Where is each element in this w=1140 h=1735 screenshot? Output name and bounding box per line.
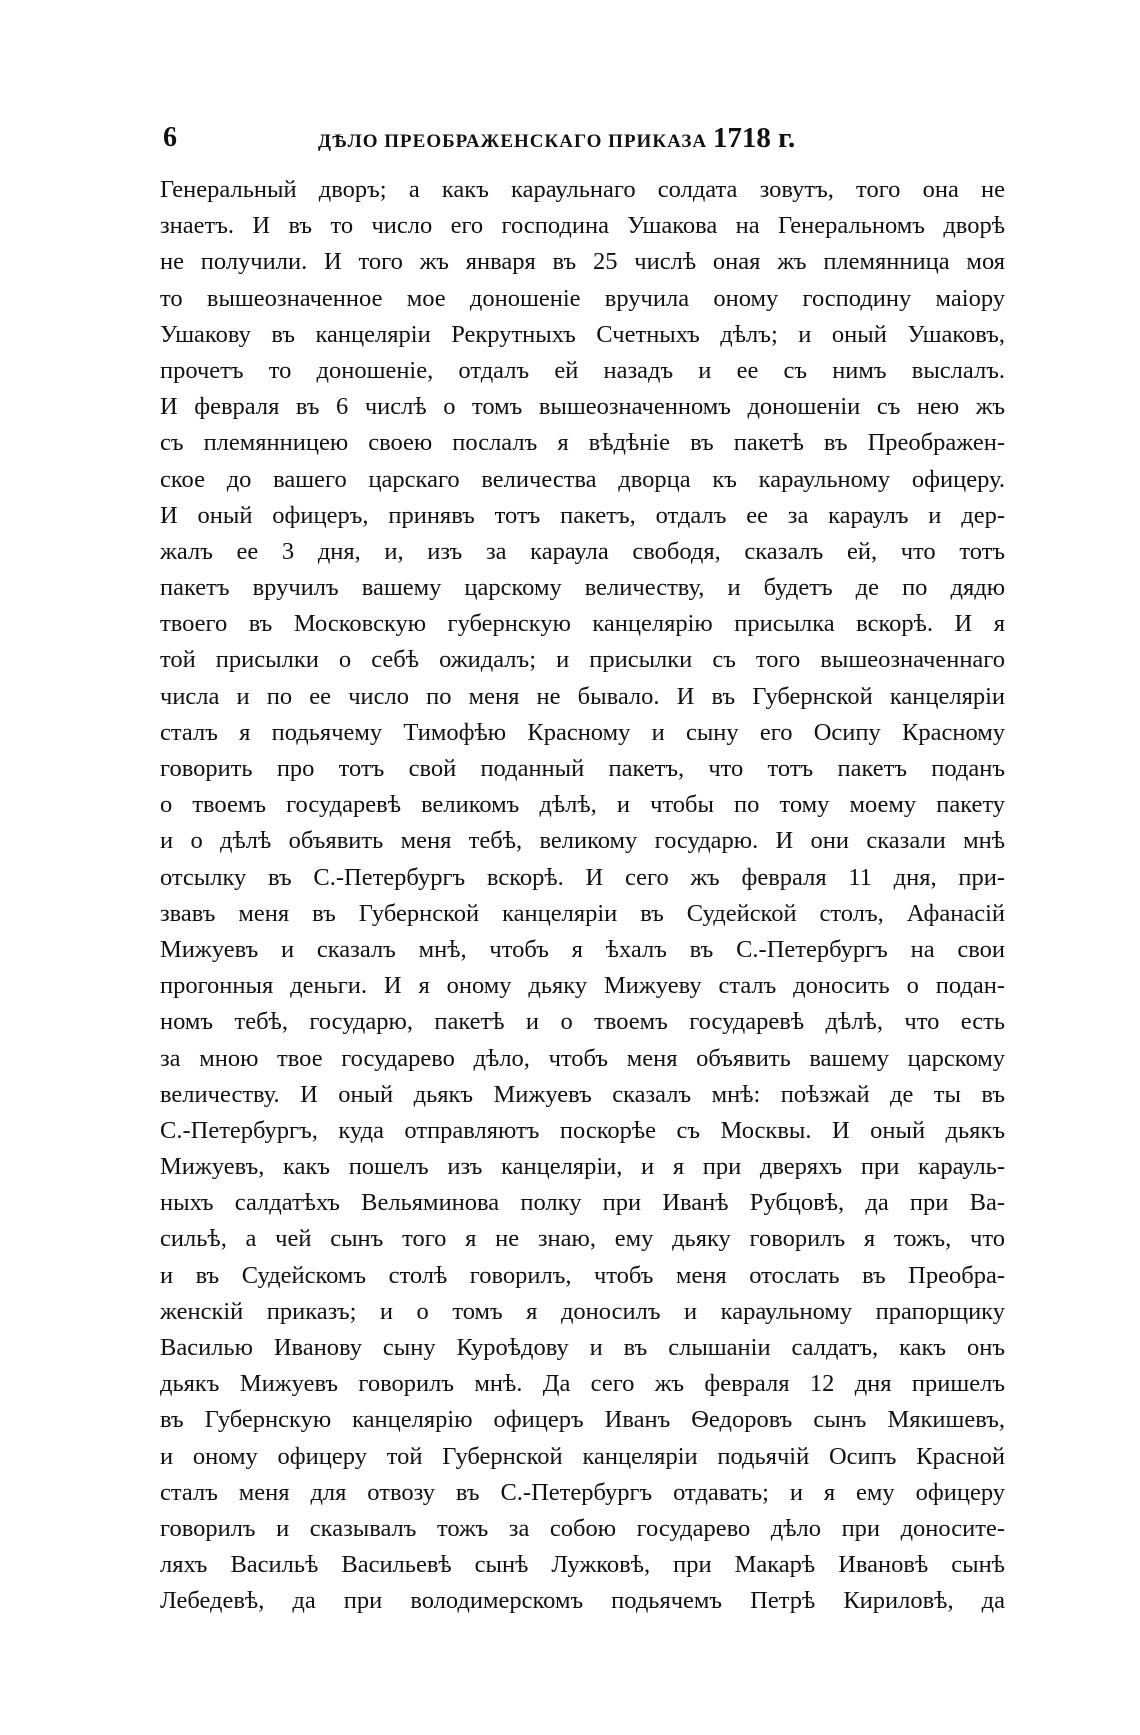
text-line: той присылки о себѣ ожидалъ; и присылки съ того вышеозначеннаго — [160, 646, 1005, 674]
running-head — [318, 118, 795, 162]
text-line: ныхъ салдатѣхъ Вельяминова полку при Иванѣ Рубцовѣ, да при Ва- — [160, 1189, 1005, 1217]
running-head-year: 1718 г. — [712, 122, 796, 154]
running-head-title: ДѢЛО ПРЕОБРАЖЕНСКАГО ПРИКАЗА — [318, 131, 708, 152]
text-line: Мижуевъ, какъ пошелъ изъ канцеляріи, и я при дверяхъ при карауль- — [160, 1153, 1005, 1181]
text-line: прочетъ то доношеніе, отдалъ ей назадъ и ее съ нимъ выслалъ. — [160, 356, 1005, 384]
text-line: сталъ я подьячему Тимофѣю Красному и сыну его Осипу Красному — [160, 718, 1005, 746]
text-line: дьякъ Мижуевъ говорилъ мнѣ. Да сего жъ февраля 12 дня пришелъ — [160, 1370, 1005, 1398]
text-line: Лебедевѣ, да при володимерскомъ подьячемъ Петрѣ Кириловѣ, да — [160, 1587, 1005, 1615]
text-line: въ Губернскую канцелярію офицеръ Иванъ Ѳедоровъ сынъ Мякишевъ, — [160, 1406, 1005, 1434]
text-line: говорилъ и сказывалъ тожъ за собою государево дѣло при доносите- — [160, 1514, 1005, 1542]
text-line: сильѣ, а чей сынъ того я не знаю, ему дьяку говорилъ я тожъ, что — [160, 1225, 1005, 1253]
text-line: Генеральный дворъ; а какъ караульнаго солдата зовутъ, того она не — [160, 176, 1005, 203]
text-line: пакетъ вручилъ вашему царскому величеству, и будетъ де по дядю — [160, 574, 1005, 602]
text-line: звавъ меня въ Губернской канцеляріи въ Судейской столъ, Афанасій — [160, 899, 1005, 927]
text-line: говорить про тотъ свой поданный пакетъ, что тотъ пакетъ поданъ — [160, 755, 1005, 782]
text-line: величеству. И оный дьякъ Мижуевъ сказалъ мнѣ: поѣзжай де ты въ — [160, 1080, 1005, 1108]
text-line: сталъ меня для отвозу въ С.-Петербургъ отдавать; и я ему офицеру — [160, 1478, 1005, 1506]
text-line: С.-Петербургъ, куда отправляютъ поскорѣе съ Москвы. И оный дьякъ — [160, 1116, 1005, 1144]
text-line: съ племянницею своею послалъ я вѣдѣніе въ пакетѣ въ Преображен- — [160, 429, 1005, 457]
text-line: отсылку въ С.-Петербургъ вскорѣ. И сего жъ февраля 11 дня, при- — [160, 863, 1005, 891]
body-text — [160, 172, 1005, 1620]
text-line: И оный офицеръ, принявъ тотъ пакетъ, отдалъ ее за караулъ и дер- — [160, 501, 1005, 529]
page-number: 6 — [163, 122, 177, 153]
text-line: Мижуевъ и сказалъ мнѣ, чтобъ я ѣхалъ въ С.-Петербургъ на свои — [160, 935, 1005, 963]
text-line: и о дѣлѣ объявить меня тебѣ, великому государю. И они сказали мнѣ — [160, 827, 1005, 855]
text-line: Ушакову въ канцеляріи Рекрутныхъ Счетныхъ дѣлъ; и оный Ушаковъ, — [160, 320, 1005, 348]
text-line: и въ Судейскомъ столѣ говорилъ, чтобъ меня отослать въ Преобра- — [160, 1261, 1005, 1289]
text-line: о твоемъ государевѣ великомъ дѣлѣ, и чтобы по тому моему пакету — [160, 791, 1005, 819]
page-header — [163, 118, 1003, 158]
text-line: за мною твое государево дѣло, чтобъ меня объявить вашему царскому — [160, 1044, 1005, 1072]
text-line: знаетъ. И въ то число его господина Ушакова на Генеральномъ дворѣ — [160, 212, 1005, 240]
text-line: то вышеозначенное мое доношеніе вручила оному господину маіору — [160, 284, 1005, 312]
text-line: номъ тебѣ, государю, пакетѣ и о твоемъ государевѣ дѣлѣ, что есть — [160, 1008, 1005, 1036]
text-line: ское до вашего царскаго величества дворца къ караульному офицеру. — [160, 465, 1005, 493]
text-line: не получили. И того жъ января въ 25 числѣ оная жъ племянница моя — [160, 248, 1005, 276]
text-line: прогонныя деньги. И я оному дьяку Мижуеву сталъ доносить о подан- — [160, 972, 1005, 1000]
text-line: жалъ ее 3 дня, и, изъ за караула свободя, сказалъ ей, что тотъ — [160, 537, 1005, 565]
text-line: и оному офицеру той Губернской канцеляріи подьячій Осипъ Красной — [160, 1442, 1005, 1470]
text-line: Василью Иванову сыну Куроѣдову и въ слышаніи салдатъ, какъ онъ — [160, 1334, 1005, 1361]
text-line: женскій приказъ; и о томъ я доносилъ и караульному прапорщику — [160, 1297, 1005, 1325]
text-line: И февраля въ 6 числѣ о томъ вышеозначенномъ доношеніи съ нею жъ — [160, 393, 1005, 421]
text-line: ляхъ Васильѣ Васильевѣ сынѣ Лужковѣ, при Макарѣ Ивановѣ сынѣ — [160, 1551, 1005, 1579]
text-line: твоего въ Московскую губернскую канцелярію присылка вскорѣ. И я — [160, 610, 1005, 638]
text-line: числа и по ее число по меня не бывало. И въ Губернской канцеляріи — [160, 682, 1005, 710]
